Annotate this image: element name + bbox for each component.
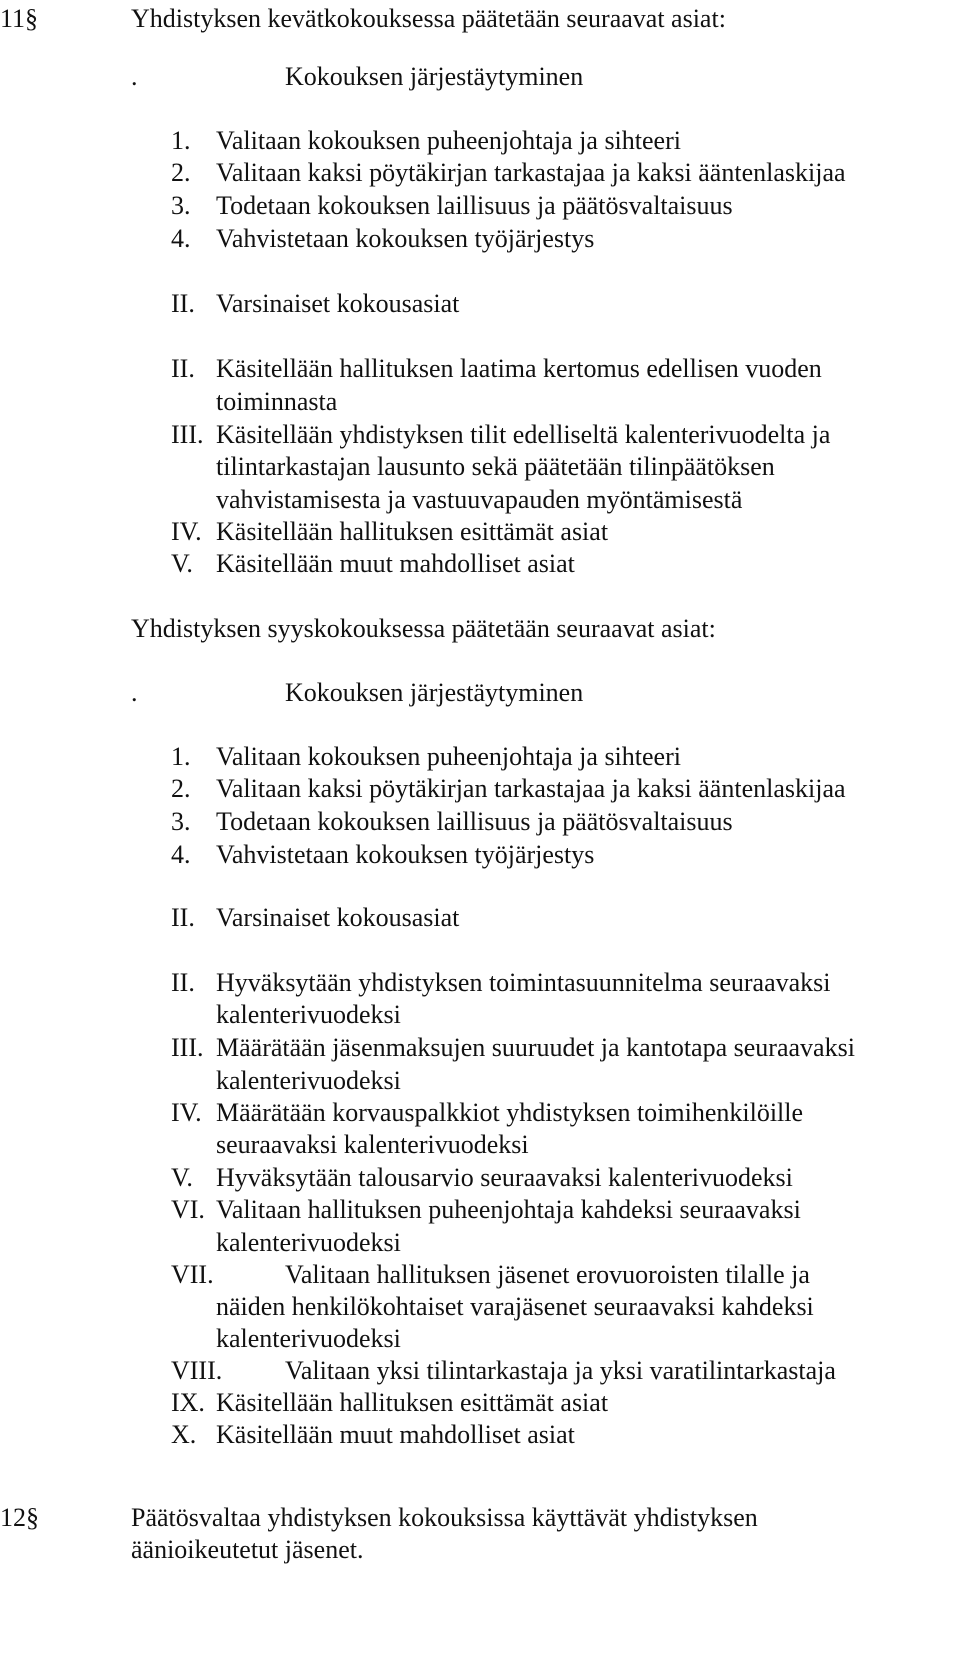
part-number: II. — [171, 903, 195, 932]
matter-number: IV. — [171, 1098, 202, 1127]
section-number: 12§ — [0, 1503, 39, 1532]
list-number: 2. — [171, 158, 191, 187]
list-number: 1. — [171, 742, 191, 771]
list-item: Vahvistetaan kokouksen työjärjestys — [216, 840, 595, 869]
autumn-meeting-title: Yhdistyksen syyskokouksessa päätetään seuraavat asiat: — [131, 614, 716, 643]
matter-text: seuraavaksi kalenterivuodeksi — [216, 1130, 529, 1159]
list-number: 2. — [171, 774, 191, 803]
section-number: 11§ — [0, 4, 39, 33]
section-text: äänioikeutetut jäsenet. — [131, 1535, 364, 1564]
matter-text: Käsitellään muut mahdolliset asiat — [216, 1420, 575, 1449]
matter-number: V. — [171, 549, 193, 578]
matter-text: Käsitellään hallituksen esittämät asiat — [216, 1388, 609, 1417]
matter-text: Määrätään korvauspalkkiot yhdistyksen toimihenkilöille — [216, 1098, 804, 1127]
list-number: 4. — [171, 224, 191, 253]
matter-text: Valitaan yksi tilintarkastaja ja yksi varatilintarkastaja — [285, 1356, 836, 1385]
matter-text: kalenterivuodeksi — [216, 1000, 401, 1029]
matter-number: III. — [171, 420, 204, 449]
list-number: 3. — [171, 191, 191, 220]
list-number: 3. — [171, 807, 191, 836]
matter-text: kalenterivuodeksi — [216, 1228, 401, 1257]
matter-text: toiminnasta — [216, 387, 338, 416]
matter-text: kalenterivuodeksi — [216, 1066, 401, 1095]
part-marker: . — [131, 62, 138, 91]
matter-number: X. — [171, 1420, 197, 1449]
matter-text: Määrätään jäsenmaksujen suuruudet ja kantotapa seuraavaksi — [216, 1033, 855, 1062]
matter-number: II. — [171, 968, 195, 997]
section-title: Yhdistyksen kevätkokouksessa päätetään seuraavat asiat: — [131, 4, 726, 33]
matter-text: kalenterivuodeksi — [216, 1324, 401, 1353]
part-heading: Kokouksen järjestäytyminen — [285, 62, 584, 91]
matter-text: Käsitellään hallituksen laatima kertomus edellisen vuoden — [216, 354, 822, 383]
list-item: Valitaan kaksi pöytäkirjan tarkastajaa ja kaksi ääntenlaskijaa — [216, 774, 846, 803]
matter-text: Valitaan hallituksen jäsenet erovuoroisten tilalle ja — [285, 1260, 810, 1289]
matter-text: Käsitellään hallituksen esittämät asiat — [216, 517, 609, 546]
matter-number: VIII. — [171, 1356, 223, 1385]
part-number: II. — [171, 289, 195, 318]
matter-number: VI. — [171, 1195, 205, 1224]
part-heading: Kokouksen järjestäytyminen — [285, 678, 584, 707]
list-item: Valitaan kokouksen puheenjohtaja ja sihteeri — [216, 126, 681, 155]
matter-text: näiden henkilökohtaiset varajäsenet seuraavaksi kahdeksi — [216, 1292, 814, 1321]
part-heading: Varsinaiset kokousasiat — [216, 289, 460, 318]
part-heading: Varsinaiset kokousasiat — [216, 903, 460, 932]
matter-text: Hyväksytään talousarvio seuraavaksi kalenterivuodeksi — [216, 1163, 793, 1192]
matter-text: Hyväksytään yhdistyksen toimintasuunnitelma seuraavaksi — [216, 968, 831, 997]
matter-number: VII. — [171, 1260, 214, 1289]
list-item: Todetaan kokouksen laillisuus ja päätösvaltaisuus — [216, 191, 733, 220]
matter-text: tilintarkastajan lausunto sekä päätetään tilinpäätöksen — [216, 452, 775, 481]
matter-text: Käsitellään yhdistyksen tilit edelliseltä kalenterivuodelta ja — [216, 420, 831, 449]
matter-number: II. — [171, 354, 195, 383]
matter-number: III. — [171, 1033, 204, 1062]
list-item: Valitaan kokouksen puheenjohtaja ja sihteeri — [216, 742, 681, 771]
list-item: Valitaan kaksi pöytäkirjan tarkastajaa ja kaksi ääntenlaskijaa — [216, 158, 846, 187]
matter-text: Valitaan hallituksen puheenjohtaja kahdeksi seuraavaksi — [216, 1195, 801, 1224]
list-item: Todetaan kokouksen laillisuus ja päätösvaltaisuus — [216, 807, 733, 836]
section-text: Päätösvaltaa yhdistyksen kokouksissa käyttävät yhdistyksen — [131, 1503, 758, 1532]
part-marker: . — [131, 678, 138, 707]
list-number: 1. — [171, 126, 191, 155]
list-item: Vahvistetaan kokouksen työjärjestys — [216, 224, 595, 253]
matter-number: IX. — [171, 1388, 205, 1417]
matter-text: Käsitellään muut mahdolliset asiat — [216, 549, 575, 578]
matter-number: V. — [171, 1163, 193, 1192]
list-number: 4. — [171, 840, 191, 869]
matter-text: vahvistamisesta ja vastuuvapauden myöntämisestä — [216, 485, 743, 514]
matter-number: IV. — [171, 517, 202, 546]
